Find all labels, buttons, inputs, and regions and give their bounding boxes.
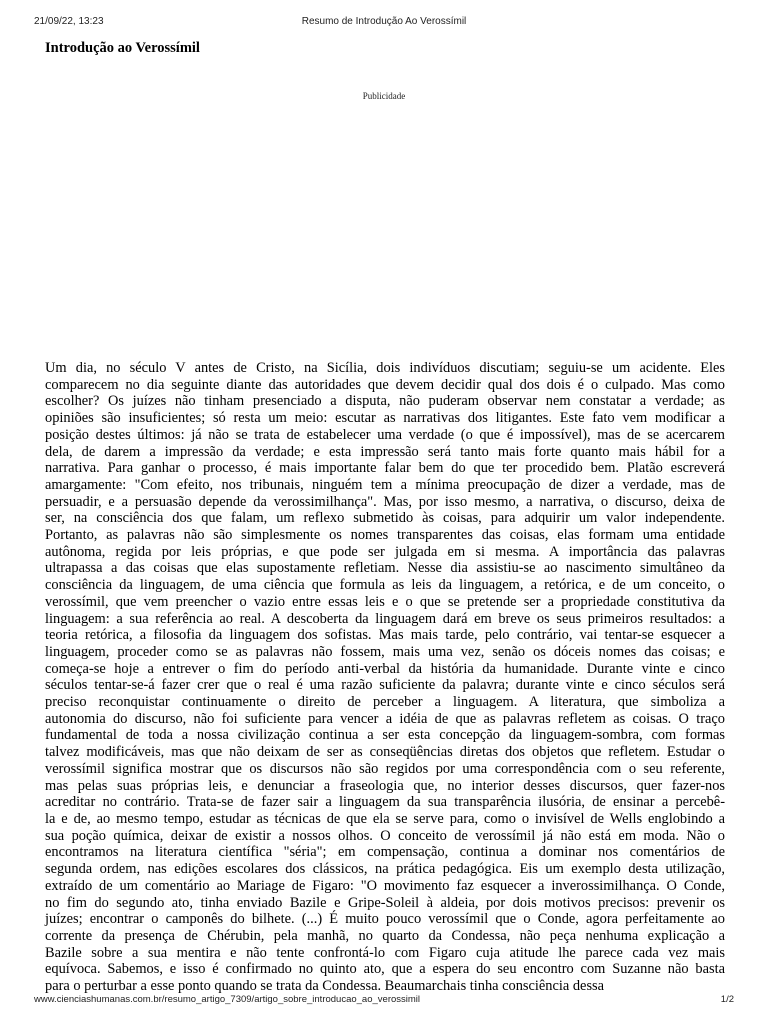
body-text-line: no fim do segundo ato, tinha enviado Bazile e Gripe-Soleil à aldeia, por dois motivos precisos: prevenir os bbox=[45, 894, 725, 911]
print-header bbox=[0, 16, 768, 30]
ad-placeholder bbox=[45, 108, 723, 348]
body-text-line: preciso reconquistar continuamente o direito de perceber a linguagem. A literatura, que simboliza a bbox=[45, 694, 725, 711]
body-text-line: teoria retórica, a filosofia da linguagem dos sofistas. Mas mais tarde, pelo contrário, vai tentar-se esquecer a bbox=[45, 627, 725, 644]
body-text-line: ser, na consciência dos que falam, um reflexo submetido às coisas, para adquirir um valor independente. bbox=[45, 510, 725, 527]
body-text-line: linguagem: a sua referência ao real. A descoberta da linguagem dará em breve os seus primeiros resultados: a bbox=[45, 610, 725, 627]
body-text-line: comparecem no dia seguinte diante das autoridades que devem decidir qual dos dois é o culpado. Mas como bbox=[45, 376, 725, 393]
body-text-line: Bazile sobre a sua mentira e não tente confrontá-lo com Figaro cuja atitude lhe parece cada vez mais bbox=[45, 944, 725, 961]
body-text-line: encontramos na literatura científica "séria"; em compensação, continua a dominar nos comentários de bbox=[45, 844, 725, 861]
body-text-line: sua poção química, deixar de existir a nossos olhos. O conceito de verossímil já não está em moda. Não o bbox=[45, 827, 725, 844]
body-text-line: la e de, ao mesmo tempo, estudar as técnicas de que ela se serve para, como o invisível de Wells englobindo a bbox=[45, 810, 725, 827]
body-text-line: começa-se hoje a entrever o fim do período anti-verbal da história da humanidade. Durante vinte e cinco bbox=[45, 660, 725, 677]
footer-page-number: 1/2 bbox=[720, 994, 734, 1005]
body-text-line: séculos tentar-se-á fazer crer que o real é uma razão suficiente da palavra; durante vinte e cinco séculos será bbox=[45, 677, 725, 694]
print-page-title: Resumo de Introdução Ao Verossímil bbox=[301, 16, 467, 27]
body-text-line: dela, de darem a impressão da verdade; e esta impressão será tanto mais forte quanto mais hábil for a bbox=[45, 443, 725, 460]
body-text-line: verossímil, que vem preencher o vazio entre essas leis e o que se pretende ser a propriedade constitutiva da bbox=[45, 593, 725, 610]
article-body bbox=[45, 360, 725, 995]
body-text-line: persuadir, e a persuasão depende da verossimilhança". Mas, por isso mesmo, a narrativa, o discurso, deixa de bbox=[45, 493, 725, 510]
body-text-line: para o perturbar a esse ponto quando se trata da Condessa. Beaumarchais tinha consciência dessa bbox=[45, 978, 605, 995]
body-text-line: consciência da linguagem, de uma ciência que formula as leis da linguagem, a retórica, e de um conceito, o bbox=[45, 577, 725, 594]
body-text-line: acreditar no contrário. Trata-se de fazer sair a linguagem da sua transparência ilusória, de ensinar a percebê- bbox=[45, 794, 725, 811]
body-text-line: juízes; encontrar o camponês do bilhete. (...) É muito pouco verossímil que o Conde, agora perfeitamente ao bbox=[45, 911, 725, 928]
body-text-line: opiniões são insuficientes; só resta um meio: escutar as narrativas dos litigantes. Este fato vem modificar a bbox=[45, 410, 725, 427]
print-datetime: 21/09/22, 13:23 bbox=[34, 16, 104, 27]
body-text-line: extraído de um comentário ao Mariage de Figaro: "O movimento faz esquecer a inverossimilhança. O Conde, bbox=[45, 877, 725, 894]
body-text-line: narrativa. Para ganhar o processo, é mais importante falar bem do que ter procedido bem. Platão escreverá bbox=[45, 460, 725, 477]
body-text-line: amargamente: "Com efeito, nos tribunais, ninguém tem a mínima preocupação de dizer a verdade, mas de bbox=[45, 476, 725, 493]
print-footer bbox=[0, 994, 768, 1008]
body-text-line: verossímil significa mostrar que os discursos não são regidos por uma correspondência com o seu referente, bbox=[45, 760, 725, 777]
body-text-line: segunda ordem, nas edições escolares dos clássicos, na prática pedagógica. Eis um exemplo desta utilização, bbox=[45, 861, 725, 878]
body-text-line: autonomia do discurso, não foi suficiente para vencer a idéia de que as palavras refletem as coisas. O traço bbox=[45, 710, 725, 727]
body-text-line: equívoca. Sabemos, e isso é confirmado no quinto ato, que a espera do seu encontro com Suzanne não basta bbox=[45, 961, 725, 978]
body-text-line: posição destes últimos: já não se trata de estabelecer uma verdade (o que é impossível), mas de se acercarem bbox=[45, 426, 725, 443]
body-text-line: Portanto, as palavras não são simplesmente os nomes transparentes das coisas, elas formam uma entidade bbox=[45, 527, 725, 544]
body-text-line: autônoma, regida por leis próprias, e que pode ser julgada em si mesma. A importância das palavras bbox=[45, 543, 725, 560]
document-title: Introdução ao Verossímil bbox=[45, 40, 200, 56]
body-text-line: corrente da presença de Chérubin, pela manhã, no quarto da Condessa, não peça nenhuma explicação a bbox=[45, 927, 725, 944]
footer-url: www.cienciashumanas.com.br/resumo_artigo_7309/artigo_sobre_introducao_ao_verossimil bbox=[34, 994, 421, 1005]
body-text-line: fundamental de toda a nossa civilização continua a ser esta concepção da linguagem-sombra, com formas bbox=[45, 727, 725, 744]
body-text-line: talvez modificáveis, mas que não deixam de ser as conseqüências diretas dos objetos que refletem. Estudar o bbox=[45, 744, 725, 761]
ad-label: Publicidade bbox=[362, 91, 406, 101]
body-text-line: ultrapassa a das coisas que elas supostamente refletiam. Nesse dia assistiu-se ao nascimento simultâneo da bbox=[45, 560, 725, 577]
body-text-line: linguagem, proceder como se as palavras não fossem, mais uma vez, senão os dóceis nomes das coisas; e bbox=[45, 643, 725, 660]
body-text-line: mas pelas suas próprias leis, e denunciar a fraseologia que, no interior desses discursos, quer fazer-nos bbox=[45, 777, 725, 794]
body-text-line: escolher? Os juízes não tinham presenciado a disputa, não puderam observar nem constatar a verdade; as bbox=[45, 393, 725, 410]
body-text-line: Um dia, no século V antes de Cristo, na Sicília, dois indivíduos discutiam; seguiu-se um acidente. Eles bbox=[45, 360, 725, 376]
